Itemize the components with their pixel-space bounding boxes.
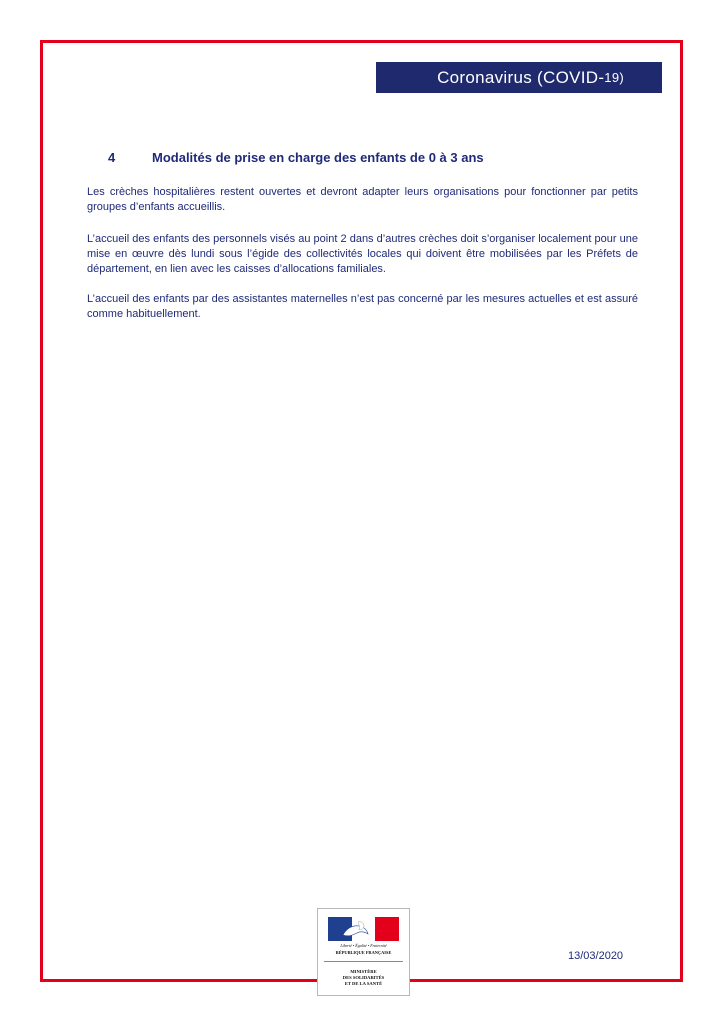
header-badge <box>376 62 662 93</box>
header-title: Coronavirus (COVID- <box>437 67 605 87</box>
paragraph-2: L’accueil des enfants des personnels visés au point 2 dans d’autres crèches doit s’organiser localement pour une mise en œuvre dès lundi sous l’égide des collectivités locales qui doivent être mobilisées par les Préfets de département, en lien avec les caisses d’allocations familiales. <box>87 233 638 275</box>
ministry-line-1: MINISTÈRE <box>350 969 377 974</box>
paragraph-3: L’accueil des enfants par des assistantes maternelles n’est pas concerné par les mesures actuelles et est assuré comme habituellement. <box>87 293 638 320</box>
logo-divider <box>324 961 403 962</box>
logo-republic: RÉPUBLIQUE FRANÇAISE <box>335 950 392 955</box>
marianne-flag-icon <box>328 917 399 941</box>
page-border <box>40 40 683 982</box>
document-date: 13/03/2020 <box>568 950 624 962</box>
header-title-number: 19) <box>604 70 624 85</box>
ministry-line-2: DES SOLIDARITÉS <box>342 975 385 980</box>
logo-ministry <box>318 969 409 987</box>
section-heading <box>108 150 648 165</box>
logo-motto: Liberté • Égalité • Fraternité <box>340 943 387 948</box>
section-title: Modalités de prise en charge des enfants de 0 à 3 ans <box>152 150 484 165</box>
section-number: 4 <box>108 150 116 165</box>
paragraph-1: Les crèches hospitalières restent ouvertes et devront adapter leurs organisations pour fonctionner par petits groupes d’enfants accueillis. <box>87 186 638 213</box>
ministry-logo <box>317 908 410 996</box>
ministry-line-3: ET DE LA SANTÉ <box>344 981 383 986</box>
